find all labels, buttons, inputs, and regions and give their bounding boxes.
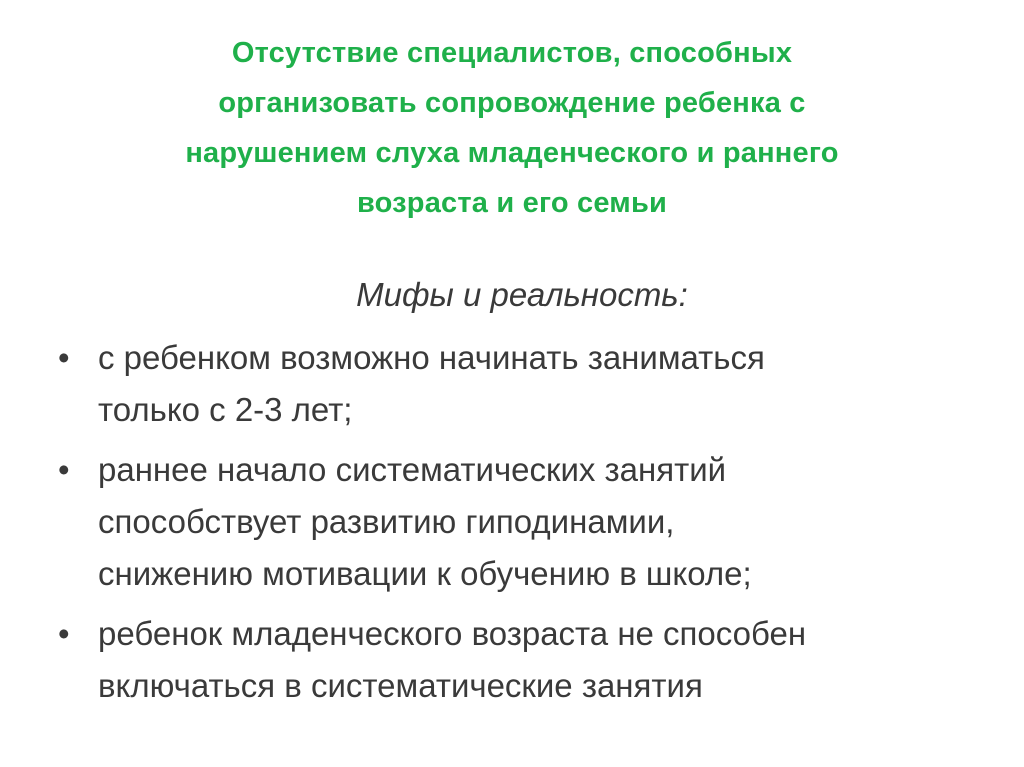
title-line: организовать сопровождение ребенка с [218,87,806,119]
bullet-list [58,332,978,720]
title-line: нарушением слуха младенческого и раннего [185,137,839,169]
list-item-line: с ребенком возможно начинать заниматься [98,339,765,376]
list-item-line: снижению мотивации к обучению в школе; [98,555,752,592]
list-item-line: включаться в систематические занятия [98,667,703,704]
list-item-line: ребенок младенческого возраста не способен [98,615,807,652]
slide-subtitle: Мифы и реальность: [356,276,688,313]
list-item-line: раннее начало систематических занятий [98,451,727,488]
list-item-line: способствует развитию гиподинамии, [98,503,675,540]
list-item [58,332,978,436]
bullet-icon: • [58,339,70,376]
list-item [58,444,978,600]
list-item [58,608,978,712]
title-line: возраста и его семьи [356,187,667,219]
title-line: Отсутствие специалистов, способных [231,37,793,69]
bullet-icon: • [58,451,70,488]
bullet-icon: • [58,615,70,652]
list-item-line: только с 2-3 лет; [98,391,353,428]
slide-title [112,28,912,228]
